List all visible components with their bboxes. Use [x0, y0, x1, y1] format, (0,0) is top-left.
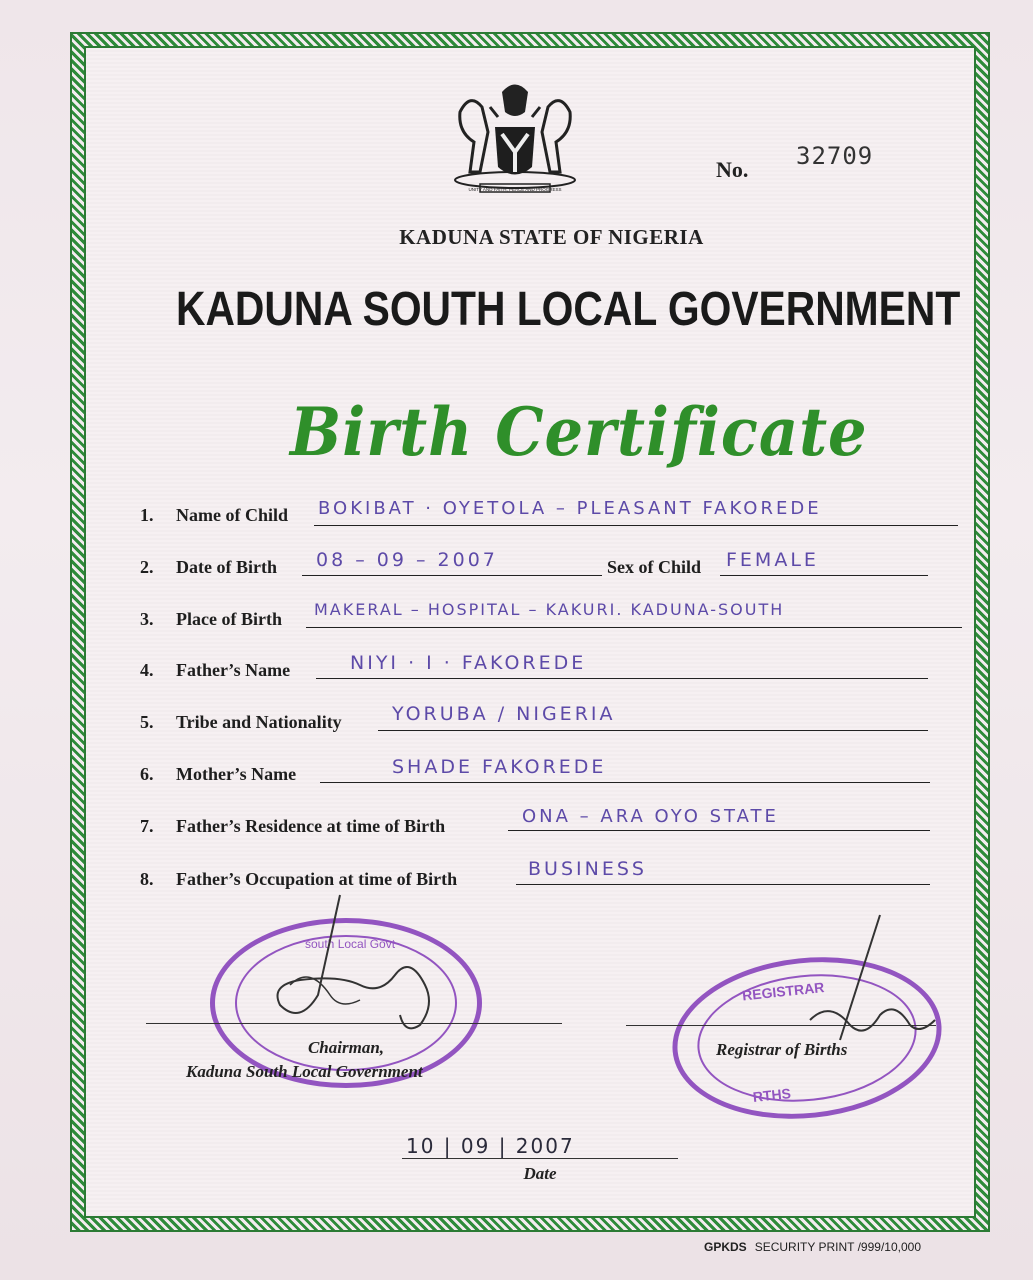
- issue-date-value: 10 | 09 | 2007: [406, 1134, 575, 1158]
- field-value-mothers-name: SHADE FAKOREDE: [392, 756, 607, 778]
- field-number: 4.: [140, 660, 154, 680]
- field-label: Tribe and Nationality: [176, 712, 342, 732]
- field-number: 1.: [140, 505, 154, 525]
- coat-of-arms-icon: [440, 72, 590, 202]
- registrar-signature-line: [626, 1025, 936, 1026]
- field-underline: [720, 575, 928, 576]
- printer-code: GPKDS: [704, 1240, 747, 1254]
- field-underline: [314, 525, 958, 526]
- field-underline: [516, 884, 930, 885]
- security-print-footer: [704, 1240, 921, 1254]
- chairman-signature: [230, 885, 470, 1055]
- field-underline: [302, 575, 602, 576]
- chairman-signature-line: [146, 1023, 562, 1024]
- stamp-text: south Local Govt: [305, 937, 396, 951]
- certificate-number-label: No.: [716, 157, 749, 182]
- field-label: Father’s Name: [176, 660, 291, 680]
- field-underline: [306, 627, 962, 628]
- field-number: 5.: [140, 712, 154, 732]
- field-row-name-of-child: [140, 505, 288, 526]
- field-row-mothers-name: [140, 764, 296, 785]
- field-underline: [316, 678, 928, 679]
- date-line: [402, 1158, 678, 1159]
- chairman-office: Kaduna South Local Government: [186, 1062, 423, 1081]
- state-heading: KADUNA STATE OF NIGERIA: [399, 225, 704, 249]
- field-underline: [508, 830, 930, 831]
- registrar-title: Registrar of Births: [716, 1040, 848, 1059]
- field-value-tribe-nationality: YORUBA / NIGERIA: [392, 703, 616, 725]
- stamp-text: REGISTRAR: [741, 978, 826, 1004]
- field-value-place-of-birth: MAKERAL – HOSPITAL – KAKURI. KADUNA-SOUTH: [314, 600, 785, 619]
- field-value-date-of-birth: 08 – 09 – 2007: [316, 549, 498, 571]
- field-row-fathers-name: [140, 660, 290, 681]
- field-value-fathers-occupation: BUSINESS: [528, 858, 647, 880]
- certificate-number: 32709: [796, 142, 874, 170]
- date-label: Date: [523, 1164, 557, 1183]
- field-value-fathers-residence: ONA – ARA OYO STATE: [522, 806, 779, 827]
- crest-motto: UNITY AND FAITH, PEACE AND PROGRESS: [468, 187, 562, 192]
- stamp-text-bottom: RTHS: [752, 1085, 792, 1105]
- print-run: SECURITY PRINT /999/10,000: [754, 1240, 921, 1254]
- field-label: Name of Child: [176, 505, 288, 525]
- lga-heading: KADUNA SOUTH LOCAL GOVERNMENT: [176, 283, 961, 336]
- field-number: 7.: [140, 816, 154, 836]
- field-value-sex-of-child: FEMALE: [726, 549, 819, 571]
- field-label: Father’s Residence at time of Birth: [176, 816, 446, 836]
- sex-of-child-label: Sex of Child: [607, 557, 702, 577]
- field-number: 6.: [140, 764, 154, 784]
- field-number: 8.: [140, 869, 154, 889]
- field-underline: [378, 730, 928, 731]
- field-value-fathers-name: NIYI · I · FAKOREDE: [350, 652, 587, 674]
- field-number: 3.: [140, 609, 154, 629]
- certificate-title: Birth Certificate: [290, 393, 868, 471]
- field-label: Place of Birth: [176, 609, 282, 629]
- registrar-signature: [770, 910, 950, 1050]
- field-row-fathers-residence: [140, 816, 445, 837]
- field-row-place-of-birth: [140, 609, 282, 630]
- field-underline: [320, 782, 930, 783]
- field-row-tribe-nationality: [140, 712, 342, 733]
- chairman-title: Chairman,: [307, 1038, 385, 1057]
- field-number: 2.: [140, 557, 154, 577]
- field-row-date-of-birth: [140, 557, 277, 578]
- field-value-name-of-child: BOKIBAT · OYETOLA – PLEASANT FAKOREDE: [318, 498, 822, 519]
- field-label: Date of Birth: [176, 557, 277, 577]
- field-label: Father’s Occupation at time of Birth: [176, 869, 458, 889]
- field-label: Mother’s Name: [176, 764, 297, 784]
